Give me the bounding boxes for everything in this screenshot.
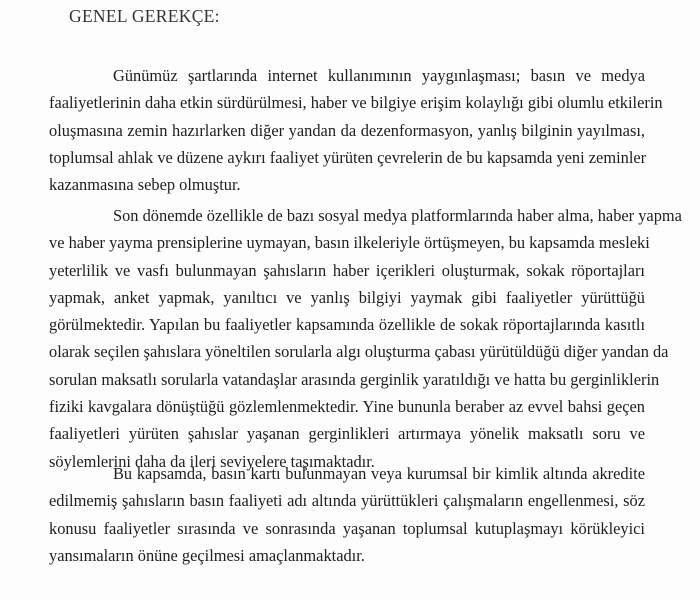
text-line: fiziki kavgalara dönüştüğü gözlemlenmektedir. Yine bununla beraber az evvel bahsi geçen [49,397,645,417]
text-line: yapmak, anket yapmak, yanıltıcı ve yanlış bilgiyi yaymak gibi faaliyetler yürüttüğü [49,287,645,307]
text-line: konusu faaliyetler sırasında ve sonrasında yaşanan toplumsal kutuplaşmayı körükleyici [49,518,645,538]
text-line: söylemlerini daha da ileri seviyelere taşımaktadır. [49,451,375,471]
paragraph-2 [49,202,682,475]
text-line: edilmemiş şahısların basın faaliyeti adı altında yürüttükleri çalışmaların engellenmesi, söz [49,491,645,511]
document-heading: GENEL GEREKÇE: [69,6,220,26]
text-line: görülmektedir. Yapılan bu faaliyetler kapsamında özellikle de sokak röportajlarında kasıtlı [49,315,645,335]
text-line: yansımaların önüne geçilmesi amaçlanmaktadır. [49,545,365,565]
text-line: olarak seçilen şahıslara yöneltilen sorularla algı oluşturma çabası yürütüldüğü diğer yandan da [49,342,669,362]
paragraph-1 [49,62,663,198]
paragraph-3 [49,460,645,569]
text-line: faaliyetleri yürüten şahıslar yaşanan gerginlikleri artırmaya yönelik maksatlı soru ve [49,424,645,444]
text-line: Bu kapsamda, basın kartı bulunmayan veya kurumsal bir kimlik altında akredite [113,464,645,483]
text-line: sorulan maksatlı sorularla vatandaşlar arasında gerginlik yaratıldığı ve hatta bu gerginliklerin [49,369,660,389]
text-line: oluşmasına zemin hazırlarken diğer yandan da dezenformasyon, yanlış bilginin yayılması, [49,120,645,140]
text-line: ve haber yayma prensiplerine uymayan, basın ilkeleriyle örtüşmeyen, bu kapsamda mesleki [49,233,650,253]
text-line: kazanmasına sebep olmuştur. [49,175,241,195]
text-line: Son dönemde özellikle de bazı sosyal medya platformlarında haber alma, haber yapma [113,206,682,225]
text-line: toplumsal ahlak ve düzene aykırı faaliyet yürüten çevrelerin de bu kapsamda yeni zeminler [49,147,647,167]
text-line: faaliyetlerinin daha etkin sürdürülmesi, haber ve bilgiye erişim kolaylığı gibi olumlu etkilerin [49,93,663,113]
text-line: yeterlilik ve vasfı bulunmayan şahısların haber içerikleri oluşturmak, sokak röportajları [49,260,645,280]
text-line: Günümüz şartlarında internet kullanımının yaygınlaşması; basın ve medya [113,66,645,85]
